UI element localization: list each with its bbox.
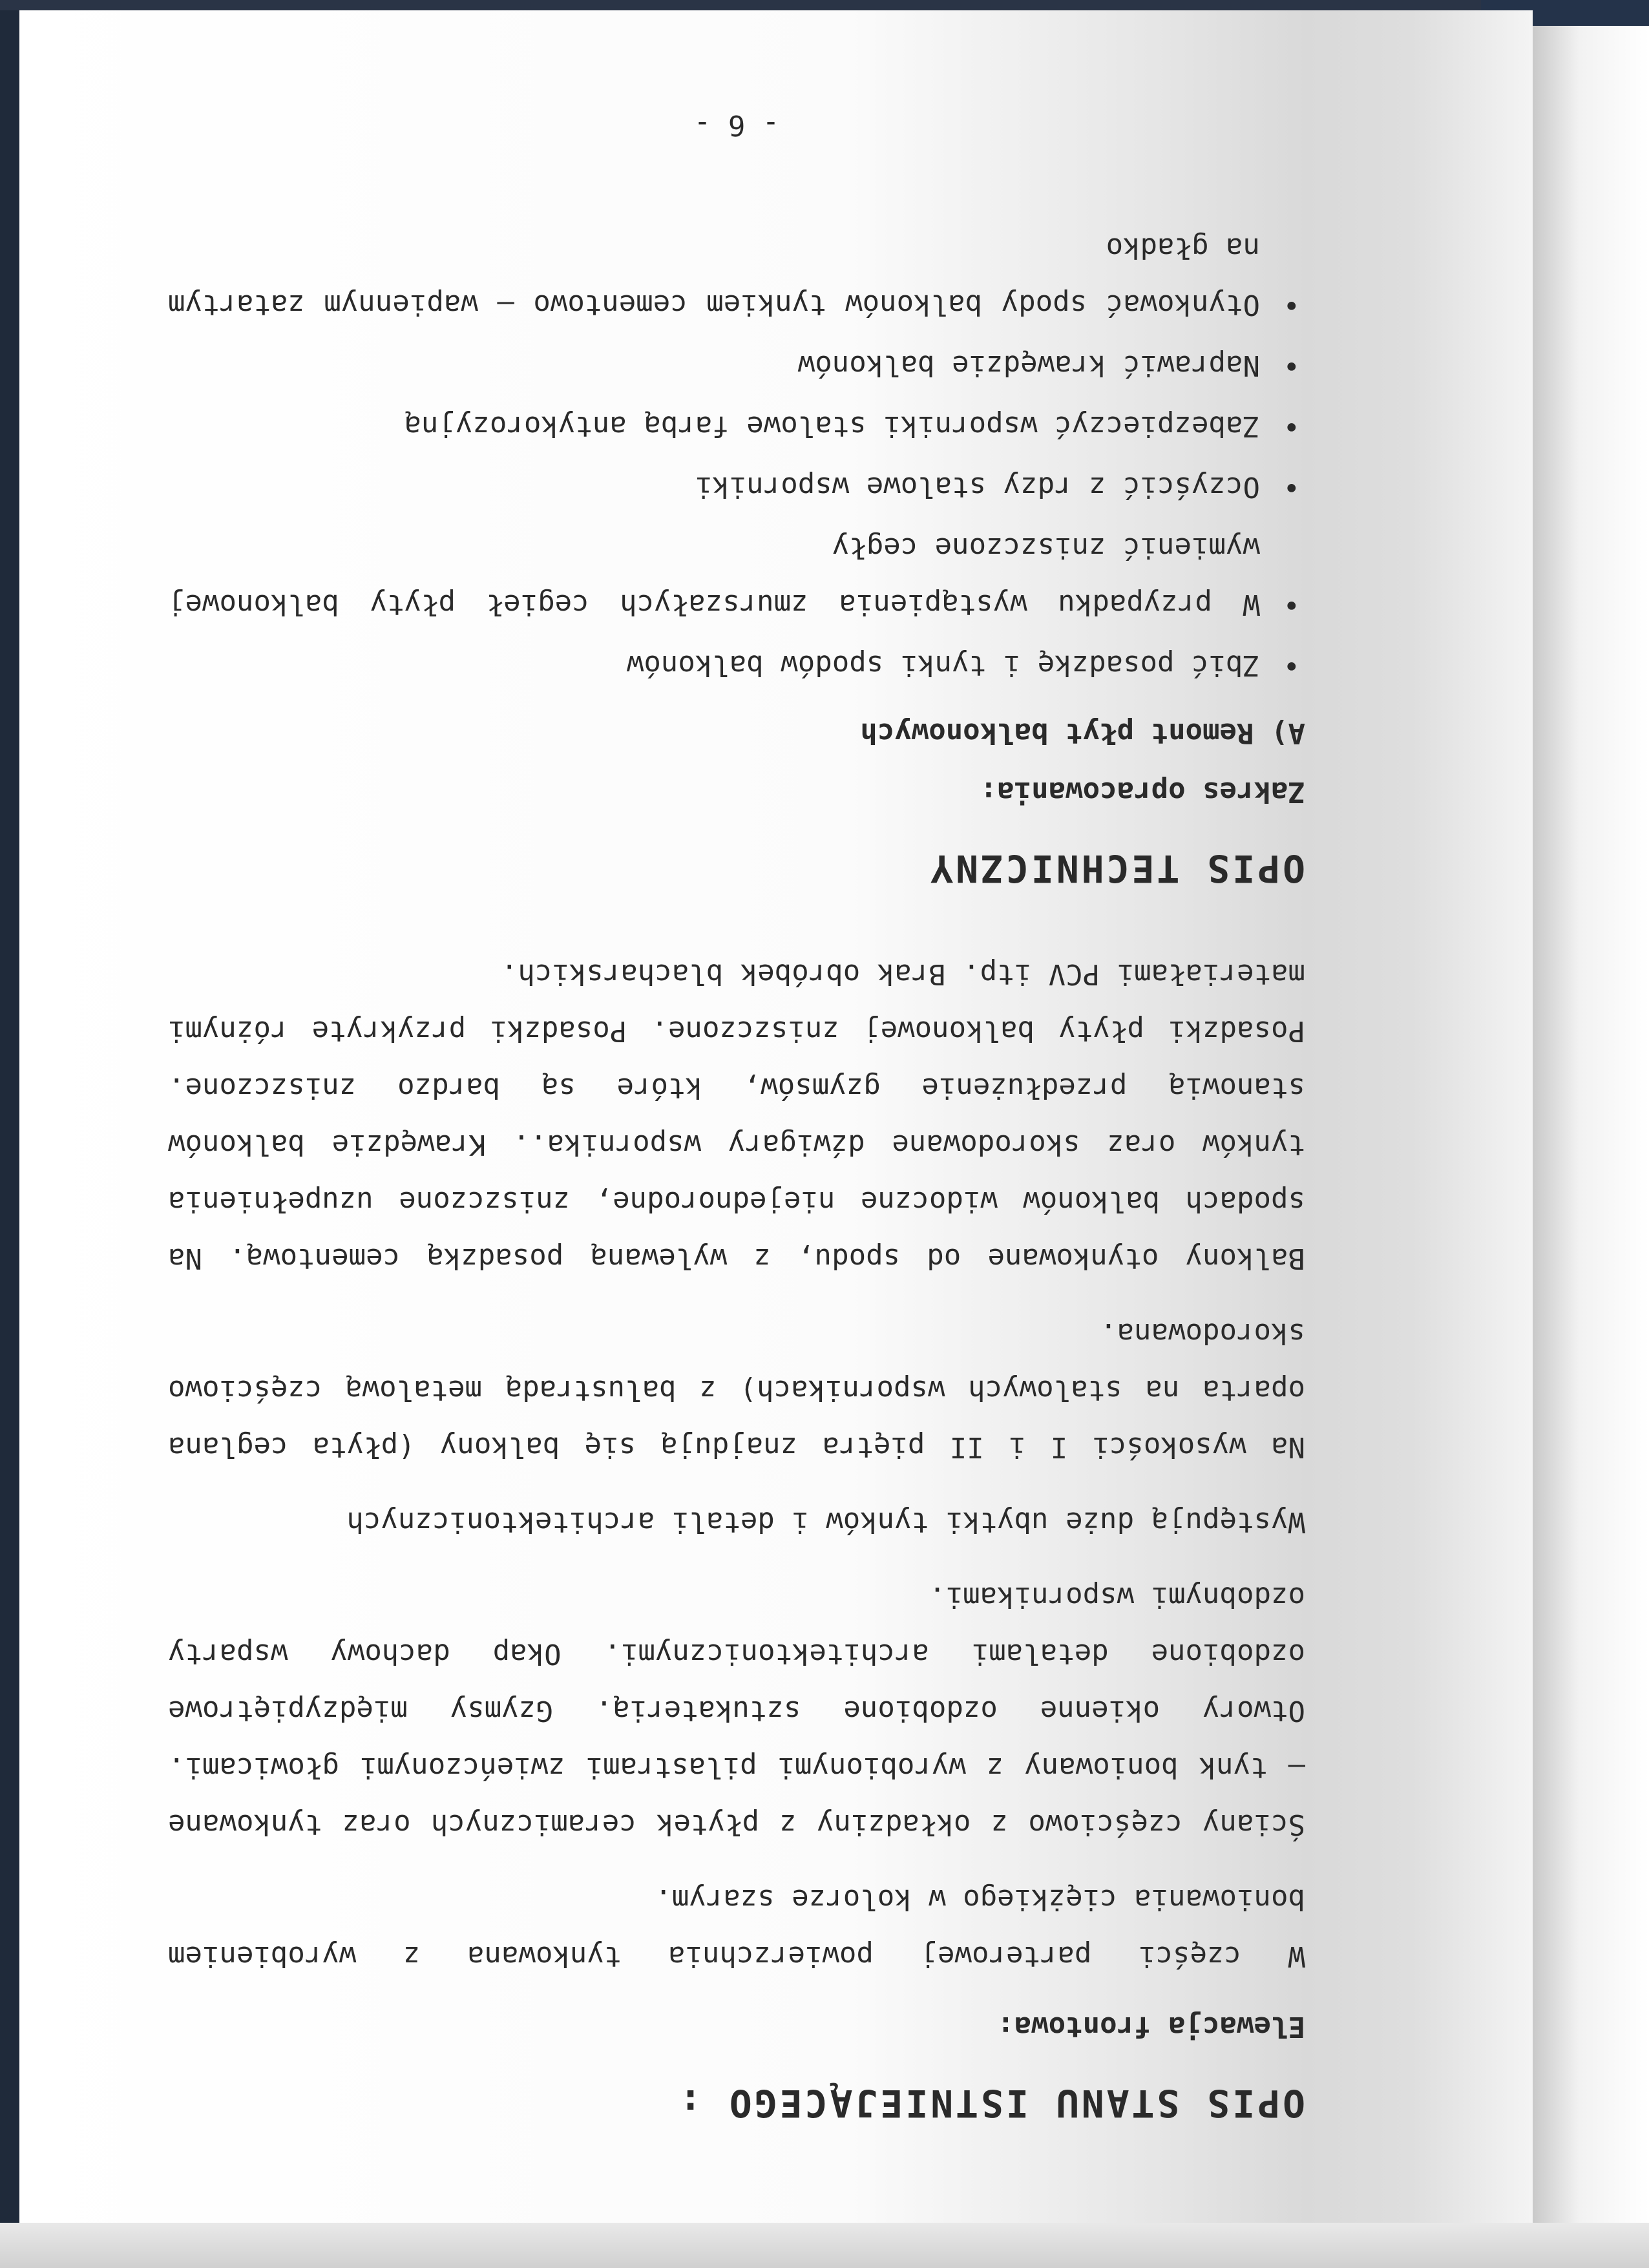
list-item [168, 458, 1300, 515]
facade-paragraph: Na wysokości I i II piętra znajdują się balkony (płyta ceglana oparta na stalowych wspornikach) z balustradą metalową częściowo skorodowana. [168, 1317, 1305, 1464]
document-page [19, 10, 1533, 2223]
subsection-heading: A) Remont płyt balkonowych [860, 717, 1305, 750]
list-item-text: Otynkować spody balkonów tynkiem cementowo – wapiennym zatartym na gładko [168, 231, 1260, 322]
scope-label: Zakres opracowania: [980, 775, 1305, 809]
scanner-edge-left [0, 0, 19, 2268]
list-item-text: Zbić posadzkę i tynki spodów balkonów [626, 649, 1260, 682]
list-item [168, 337, 1300, 394]
scope-list [168, 219, 1305, 693]
list-item-text: Oczyścić z rdzy stalowe wsporniki [695, 470, 1260, 504]
document-title: OPIS STANU ISTNIEJĄCEGO : [677, 2081, 1305, 2125]
list-item [168, 219, 1300, 333]
bullet-icon: • [1283, 588, 1300, 622]
page-number: - 6 - [693, 109, 780, 142]
list-item [168, 519, 1300, 633]
list-item-text: Zabezpieczyć wsporniki stalowe farbą antykorozyjną [404, 410, 1260, 443]
technical-title: OPIS TECHNICZNY [928, 846, 1305, 891]
list-item [168, 397, 1300, 454]
list-item-text: Naprawić krawędzie balkonów [797, 349, 1260, 383]
scanner-edge-top [0, 0, 1649, 10]
list-item-text: W przypadku wystąpienia zmurszałych cegieł płyty balkonowej wymienić zniszczone cegły [168, 531, 1260, 622]
bullet-icon: • [1283, 349, 1300, 383]
scanner-edge-right [1533, 0, 1649, 2268]
bullet-icon: • [1283, 649, 1300, 682]
facade-paragraph: W części parterowej powierzchnia tynkowana z wyrobieniem boniowania ciężkiego w kolorze szarym. [168, 1883, 1305, 1973]
list-item [168, 636, 1300, 693]
facade-paragraph: Występują duże ubytki tynków i detali architektonicznych [346, 1506, 1305, 1539]
bullet-icon: • [1283, 410, 1300, 443]
scanner-edge-bottom [0, 2223, 1649, 2268]
section-heading-facade: Elewacja frontowa: [997, 2010, 1305, 2044]
document-content-rotated [168, 94, 1305, 2123]
spacer [168, 888, 1305, 927]
facade-paragraph: Ściany częściowo z okładziny z płytek ceramicznych oraz tynkowane – tynk boniowany z wyrobionymi pilastrami zwieńczonymi głowicami. Otwory okienne ozdobione sztukaterią. Gzymsy międzypiętrowe ozdobione detalami architektonicznymi. Okap dachowy wsparty ozdobnymi wspornikami. [168, 1580, 1305, 1842]
bullet-icon: • [1283, 470, 1300, 504]
bullet-icon: • [1283, 288, 1300, 322]
facade-paragraph: Balkony otynkowane od spodu, z wylewaną posadzką cementową. Na spodach balkonów widoczne niejednorodne, zniszczone uzupełnienia tynków oraz skorodowane dźwigary wspornika.. Krawędzie balkonów stanowią przedłużenie gzymsów, które są bardzo zniszczone. Posadzki płyty balkonowej zniszczone. Posadzki przykryte różnymi materiałami PCV itp. Brak obróbek blacharskich. [168, 958, 1305, 1276]
